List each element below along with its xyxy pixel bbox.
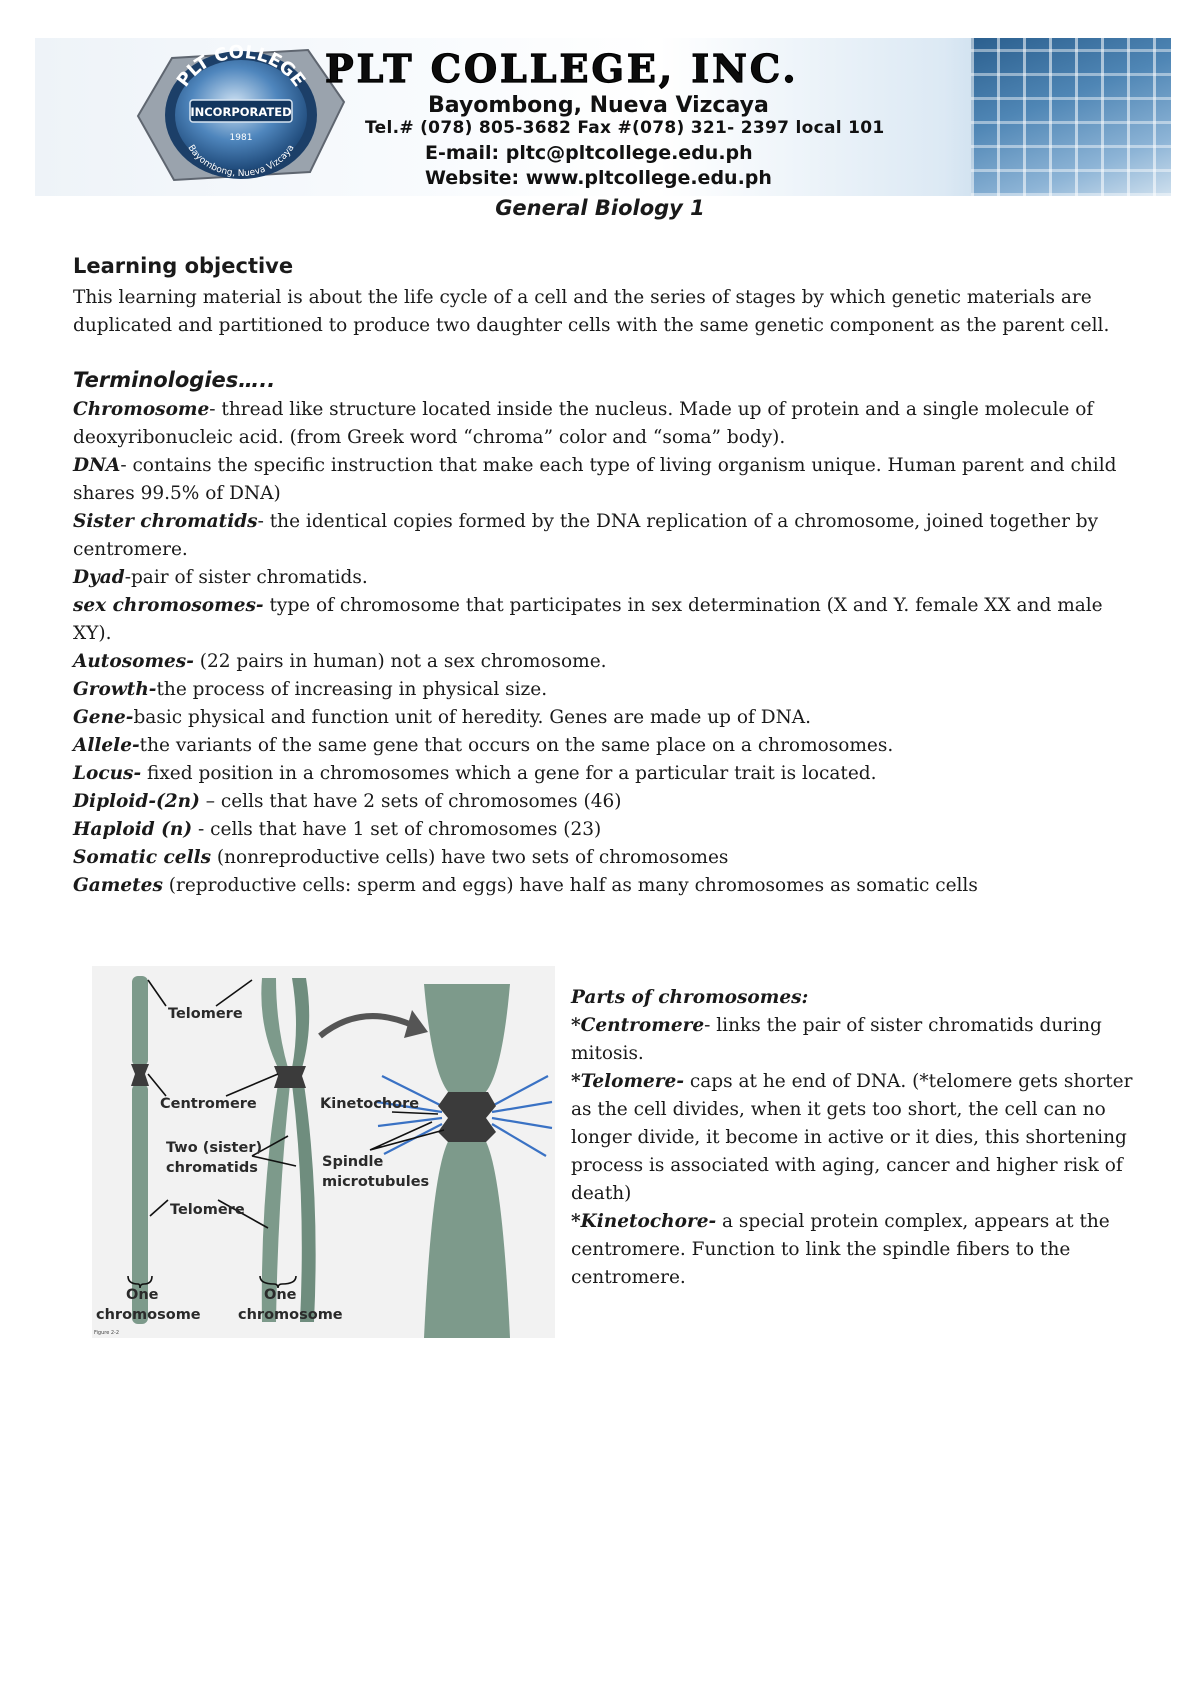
term-item [73,396,1133,452]
term-name: Dyad [73,567,125,588]
label-telomere-bottom: Telomere [170,1202,245,1218]
label-sister-chromatids-2: chromatids [166,1160,258,1176]
kinetochore-shape [438,1092,496,1142]
figure-caption: Figure 2-2 [94,1330,120,1336]
centromere-shape [274,1066,306,1088]
learning-objective-heading: Learning objective [73,254,294,278]
term-name: Chromosome [73,399,210,420]
chromosome-diagram [92,966,555,1338]
label-one-2: One [264,1287,297,1303]
term-definition: -pair of sister chromatids. [124,567,368,588]
learning-objective-text: This learning material is about the life cycle of a cell and the series of stages by which genetic materials are duplicated and partitioned to produce two daughter cells with the same genetic component as the parent cell. [73,287,1110,336]
term-definition: the variants of the same gene that occurs on the same place on a chromosomes. [139,735,894,756]
term-item [73,704,1133,732]
terminology-list [73,396,1133,900]
term-name: Locus- [73,763,142,784]
term-item [73,872,1133,900]
term-definition: basic physical and function unit of heredity. Genes are made up of DNA. [133,707,811,728]
college-website: Website: www.pltcollege.edu.ph [425,167,772,189]
label-telomere-top: Telomere [168,1006,243,1022]
term-definition: - contains the specific instruction that make each type of living organism unique. Human parent and child shares 99.5% of DNA) [73,455,1117,504]
term-item [73,732,1133,760]
term-definition: (nonreproductive cells) have two sets of chromosomes [211,847,729,868]
term-item [73,844,1133,872]
part-name: *Telomere- [571,1071,684,1092]
parts-heading: Parts of chromosomes: [571,987,809,1008]
college-name: PLT COLLEGE, INC. [325,46,799,91]
term-item [73,760,1133,788]
term-definition: – cells that have 2 sets of chromosomes (46) [199,791,622,812]
term-definition: - thread like structure located inside the nucleus. Made up of protein and a single molecule of deoxyribonucleic acid. (from Greek word “chroma” color and “soma” body). [73,399,1094,448]
zoomed-chromosome [377,984,552,1338]
parts-of-chromosomes [571,984,1141,1292]
label-centromere: Centromere [160,1096,257,1112]
term-name: Allele- [73,735,140,756]
label-spindle-2: microtubules [322,1174,430,1190]
term-item [73,648,1133,676]
single-chromosome [131,976,149,1324]
page-title: General Biology 1 [495,196,705,220]
label-sister-chromatids-1: Two (sister) [166,1140,263,1156]
college-location: Bayombong, Nueva Vizcaya [428,93,769,118]
term-name: Gene- [73,707,134,728]
term-definition: - the identical copies formed by the DNA replication of a chromosome, joined together by centromere. [73,511,1099,560]
term-name: sex chromosomes- [73,595,264,616]
term-item [73,816,1133,844]
term-name: Diploid-(2n) [73,791,200,812]
term-name: Gametes [73,875,163,896]
seal-top-text: PLT COLLEGE [172,44,310,91]
term-definition: fixed position in a chromosomes which a gene for a particular trait is located. [141,763,877,784]
term-item [73,788,1133,816]
label-spindle-1: Spindle [322,1154,384,1170]
term-name: Somatic cells [73,847,212,868]
label-chromosome-2: chromosome [238,1307,343,1323]
term-definition: - cells that have 1 set of chromosomes (23) [192,819,602,840]
college-contact: Tel.# (078) 805-3682 Fax #(078) 321- 2397 local 101 [365,118,885,138]
terminologies-heading: Terminologies….. [73,368,276,392]
label-chromosome-1: chromosome [96,1307,201,1323]
label-kinetochore: Kinetochore [320,1096,420,1112]
term-definition: (reproductive cells: sperm and eggs) have half as many chromosomes as somatic cells [162,875,978,896]
part-item [571,1208,1141,1292]
term-item [73,508,1133,564]
term-name: Autosomes- [73,651,194,672]
term-name: DNA [73,455,121,476]
part-name: *Centromere [571,1015,705,1036]
duplicated-chromosome [261,978,315,1322]
college-seal [130,44,352,186]
centromere-shape [131,1064,149,1086]
part-definition: caps at he end of DNA. (*telomere gets shorter as the cell divides, when it gets too short, the cell can no longer divide, it become in active or it dies, this shortening process is associated with aging, cancer and higher risk of death) [571,1071,1133,1204]
college-email: E-mail: pltc@pltcollege.edu.ph [425,142,753,164]
term-name: Sister chromatids [73,511,258,532]
seal-ribbon-text: INCORPORATED [190,105,292,119]
seal-bottom-text: Bayombong, Nueva Vizcaya [185,143,297,180]
part-definition: - links the pair of sister chromatids during mitosis. [571,1015,1102,1064]
term-definition: the process of increasing in physical size. [156,679,548,700]
term-name: Haploid (n) [73,819,193,840]
header-banner [35,38,1171,196]
part-name: *Kinetochore- [571,1211,717,1232]
term-item [73,676,1133,704]
term-name: Growth- [73,679,157,700]
magnify-arrow [320,1016,414,1036]
seal-year: 1981 [229,133,253,143]
part-item [571,1068,1141,1208]
part-item [571,1012,1141,1068]
term-item [73,592,1133,648]
leader-lines [128,980,444,1288]
term-definition: type of chromosome that participates in sex determination (X and Y. female XX and male XY). [73,595,1103,644]
term-item [73,564,1133,592]
label-one-1: One [126,1287,159,1303]
building-photo [971,38,1171,196]
part-definition: a special protein complex, appears at the centromere. Function to link the spindle fibers to the centromere. [571,1211,1110,1288]
term-item [73,452,1133,508]
term-definition: (22 pairs in human) not a sex chromosome. [193,651,607,672]
